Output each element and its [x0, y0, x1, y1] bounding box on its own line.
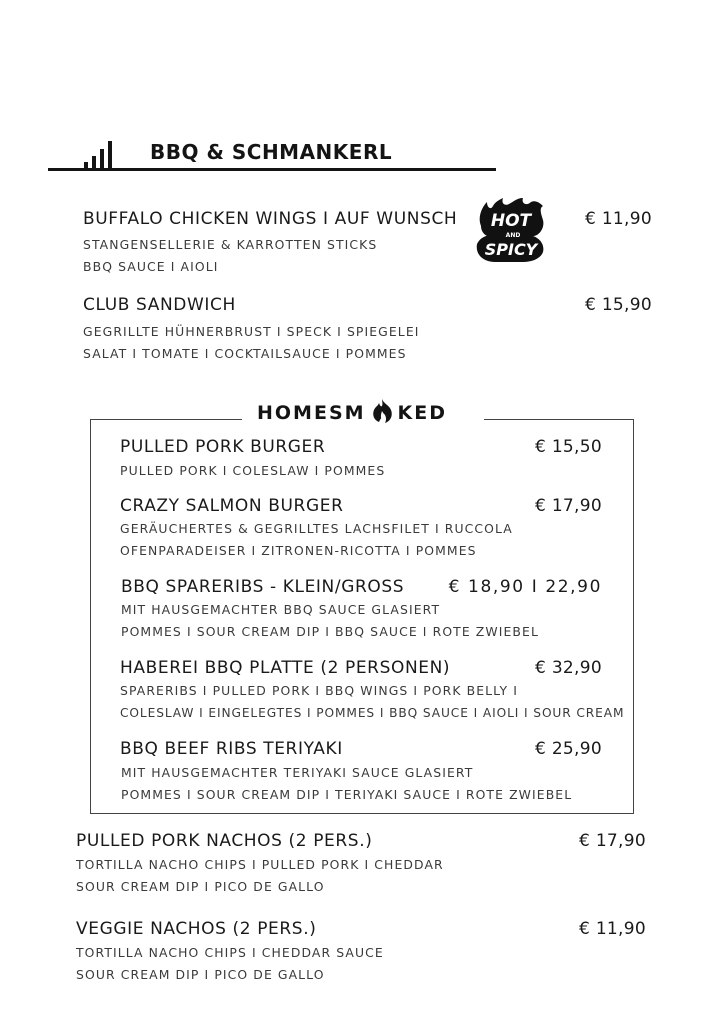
menu-item-price: € 25,90	[535, 739, 602, 759]
menu-item-name: BUFFALO CHICKEN WINGS I AUF WUNSCH	[83, 209, 458, 229]
menu-item-description: SOUR CREAM DIP I PICO DE GALLO	[76, 967, 325, 982]
menu-item-price: € 11,90	[579, 919, 646, 939]
hot-badge-text-and: AND	[505, 232, 521, 239]
menu-item-price: € 17,90	[579, 831, 646, 851]
menu-item-price: € 32,90	[535, 658, 602, 678]
menu-item-description: TORTILLA NACHO CHIPS I CHEDDAR SAUCE	[76, 945, 384, 960]
menu-item-price: € 15,50	[535, 437, 602, 457]
menu-item-name: PULLED PORK NACHOS (2 PERS.)	[76, 831, 373, 851]
menu-item-description: COLESLAW I EINGELEGTES I POMMES I BBQ SAUCE I AIOLI I SOUR CREAM	[120, 706, 625, 720]
menu-item-description: POMMES I SOUR CREAM DIP I BBQ SAUCE I ROTE ZWIEBEL	[121, 624, 539, 639]
menu-item-name: CLUB SANDWICH	[83, 295, 236, 315]
menu-item-description: MIT HAUSGEMACHTER TERIYAKI SAUCE GLASIERT	[121, 765, 474, 780]
hot-badge-text-hot: HOT	[490, 211, 532, 231]
homesmoked-title-suffix: KED	[397, 402, 448, 424]
menu-item-name: CRAZY SALMON BURGER	[120, 496, 344, 516]
menu-item-description: GEGRILLTE HÜHNERBRUST I SPECK I SPIEGELEI	[83, 324, 420, 339]
menu-item-description: TORTILLA NACHO CHIPS I PULLED PORK I CHEDDAR	[76, 857, 444, 872]
menu-item-description: OFENPARADEISER I ZITRONEN-RICOTTA I POMMES	[120, 543, 477, 558]
menu-item-description: GERÄUCHERTES & GEGRILLTES LACHSFILET I RUCCOLA	[120, 521, 513, 536]
menu-item-price: € 18,90 I 22,90	[448, 577, 602, 597]
hot-badge-text-spicy: SPICY	[484, 240, 538, 259]
homesmoked-title-prefix: HOMESM	[257, 402, 366, 424]
menu-item-name: VEGGIE NACHOS (2 PERS.)	[76, 919, 317, 939]
homesmoked-title	[257, 398, 447, 424]
menu-item-description: SOUR CREAM DIP I PICO DE GALLO	[76, 879, 325, 894]
menu-item-name: HABEREI BBQ PLATTE (2 PERSONEN)	[120, 658, 451, 678]
signal-bars-icon	[84, 140, 118, 170]
menu-item-description: BBQ SAUCE I AIOLI	[83, 259, 219, 274]
menu-item-name: BBQ SPARERIBS - KLEIN/GROSS	[121, 577, 405, 597]
section-title: BBQ & SCHMANKERL	[150, 140, 393, 164]
flame-icon	[367, 398, 397, 424]
menu-item-description: MIT HAUSGEMACHTER BBQ SAUCE GLASIERT	[121, 602, 441, 617]
menu-item-description: PULLED PORK I COLESLAW I POMMES	[120, 463, 386, 478]
menu-item-description: STANGENSELLERIE & KARROTTEN STICKS	[83, 237, 378, 252]
menu-item-price: € 17,90	[535, 496, 602, 516]
menu-item-price: € 15,90	[585, 295, 652, 315]
title-underline	[48, 168, 496, 171]
menu-item-name: BBQ BEEF RIBS TERIYAKI	[120, 739, 343, 759]
menu-item-price: € 11,90	[585, 209, 652, 229]
menu-item-name: PULLED PORK BURGER	[120, 437, 326, 457]
menu-item-description: SPARERIBS I PULLED PORK I BBQ WINGS I PORK BELLY I	[120, 683, 518, 698]
menu-item-description: SALAT I TOMATE I COCKTAILSAUCE I POMMES	[83, 346, 407, 361]
menu-item-description: POMMES I SOUR CREAM DIP I TERIYAKI SAUCE I ROTE ZWIEBEL	[121, 787, 573, 802]
hot-and-spicy-badge	[473, 196, 549, 264]
